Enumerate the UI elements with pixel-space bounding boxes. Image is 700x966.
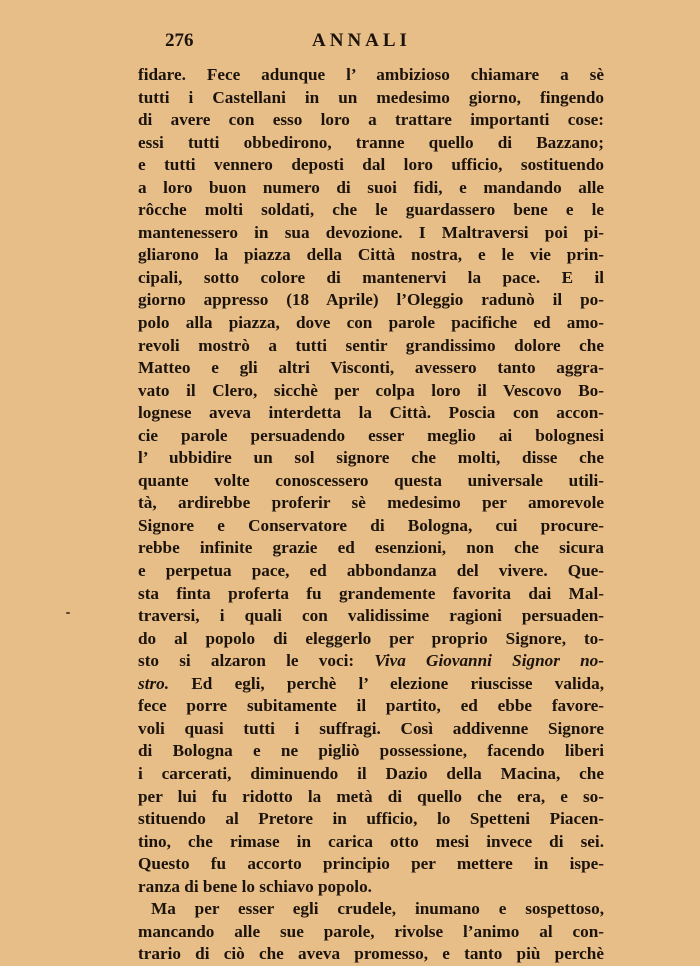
text-line [138,650,604,673]
text-line: quante volte conoscessero questa universale utili- [138,470,604,490]
text-line: trario di ciò che aveva promesso, e tanto più perchè [138,944,604,964]
body-text [138,64,604,966]
quoted-acclamation-end: stro. [138,673,170,693]
text-line: do al popolo di eleggerlo per proprio Signore, to- [138,628,604,648]
text-line: e perpetua pace, ed abbondanza del vivere. Que- [138,561,604,581]
text-line: giorno appresso (18 Aprile) l’Oleggio radunò il po- [138,290,604,310]
page-number: 276 [165,30,194,51]
text-line: l’ ubbidire un sol signore che molti, disse che [138,448,604,468]
text-line: cipali, sotto colore di mantenervi la pace. E il [138,267,604,287]
text-line: voli quasi tutti i suffragi. Così addivenne Signore [138,718,604,738]
text-line: tutti i Castellani in un medesimo giorno, fingendo [138,87,604,107]
text-line [138,673,604,696]
text-line: polo alla piazza, dove con parole pacifiche ed amo- [138,313,604,333]
text-line: di avere con esso loro a trattare importanti cose: [138,110,604,130]
page-header [138,30,604,56]
text-line: Matteo e gli altri Visconti, avessero tanto aggra- [138,358,604,378]
text-line: essi tutti obbedirono, tranne quello di Bazzano; [138,132,604,152]
text-line: di Bologna e ne pigliò possessione, facendo liberi [138,741,604,761]
text-line: mancando alle sue parole, rivolse l’animo al con- [138,921,604,941]
text-line: tino, che rimase in carica otto mesi invece di sei. [138,831,604,851]
text-line: Signore e Conservatore di Bologna, cui procure- [138,515,604,535]
text-line: revoli mostrò a tutti sentir grandissimo dolore che [138,335,604,355]
quoted-acclamation: Viva Giovanni Signor no- [374,651,604,671]
text-line: rebbe infinite grazie ed esenzioni, non che sicura [138,538,604,558]
text-line: gliarono la piazza della Città nostra, e le vie prin- [138,245,604,265]
paper-speck [66,612,70,614]
running-head: ANNALI [312,30,411,51]
text-segment: sto si alzaron le voci: [138,651,355,671]
text-line: sta finta proferta fu grandemente favorita dai Mal- [138,583,604,603]
text-segment: Ed egli, perchè l’ elezione riuscisse valida, [191,673,604,693]
text-line: ranza di bene lo schiavo popolo. [138,876,372,896]
text-line: e tutti vennero deposti dal loro ufficio, sostituendo [138,155,604,175]
text-line: cie parole persuadendo esser meglio ai bolognesi [138,425,604,445]
text-line: Questo fu accorto principio per mettere in ispe- [138,854,604,874]
text-line: fidare. Fece adunque l’ ambizioso chiamare a sè [138,65,604,84]
text-line: traversi, i quali con validissime ragioni persuaden- [138,606,604,626]
text-line: per lui fu ridotto la metà di quello che era, e so- [138,786,604,806]
text-line: stituendo al Pretore in ufficio, lo Spetteni Piacen- [138,809,604,829]
text-line: mantenessero in sua devozione. I Maltraversi poi pi- [138,222,604,242]
text-line: rôcche molti soldati, che le guardassero bene e le [138,200,604,220]
text-line: i carcerati, diminuendo il Dazio della Macina, che [138,763,604,783]
text-line: lognese aveva interdetta la Città. Poscia con accon- [138,403,604,423]
text-line: tà, ardirebbe proferir sè medesimo per amorevole [138,493,604,513]
text-line: Ma per esser egli crudele, inumano e sospettoso, [151,899,604,919]
text-line: vato il Clero, sicchè per colpa loro il Vescovo Bo- [138,380,604,400]
text-line: a loro buon numero di suoi fidi, e mandando alle [138,177,604,197]
text-line: fece porre subitamente il partito, ed ebbe favore- [138,696,604,716]
